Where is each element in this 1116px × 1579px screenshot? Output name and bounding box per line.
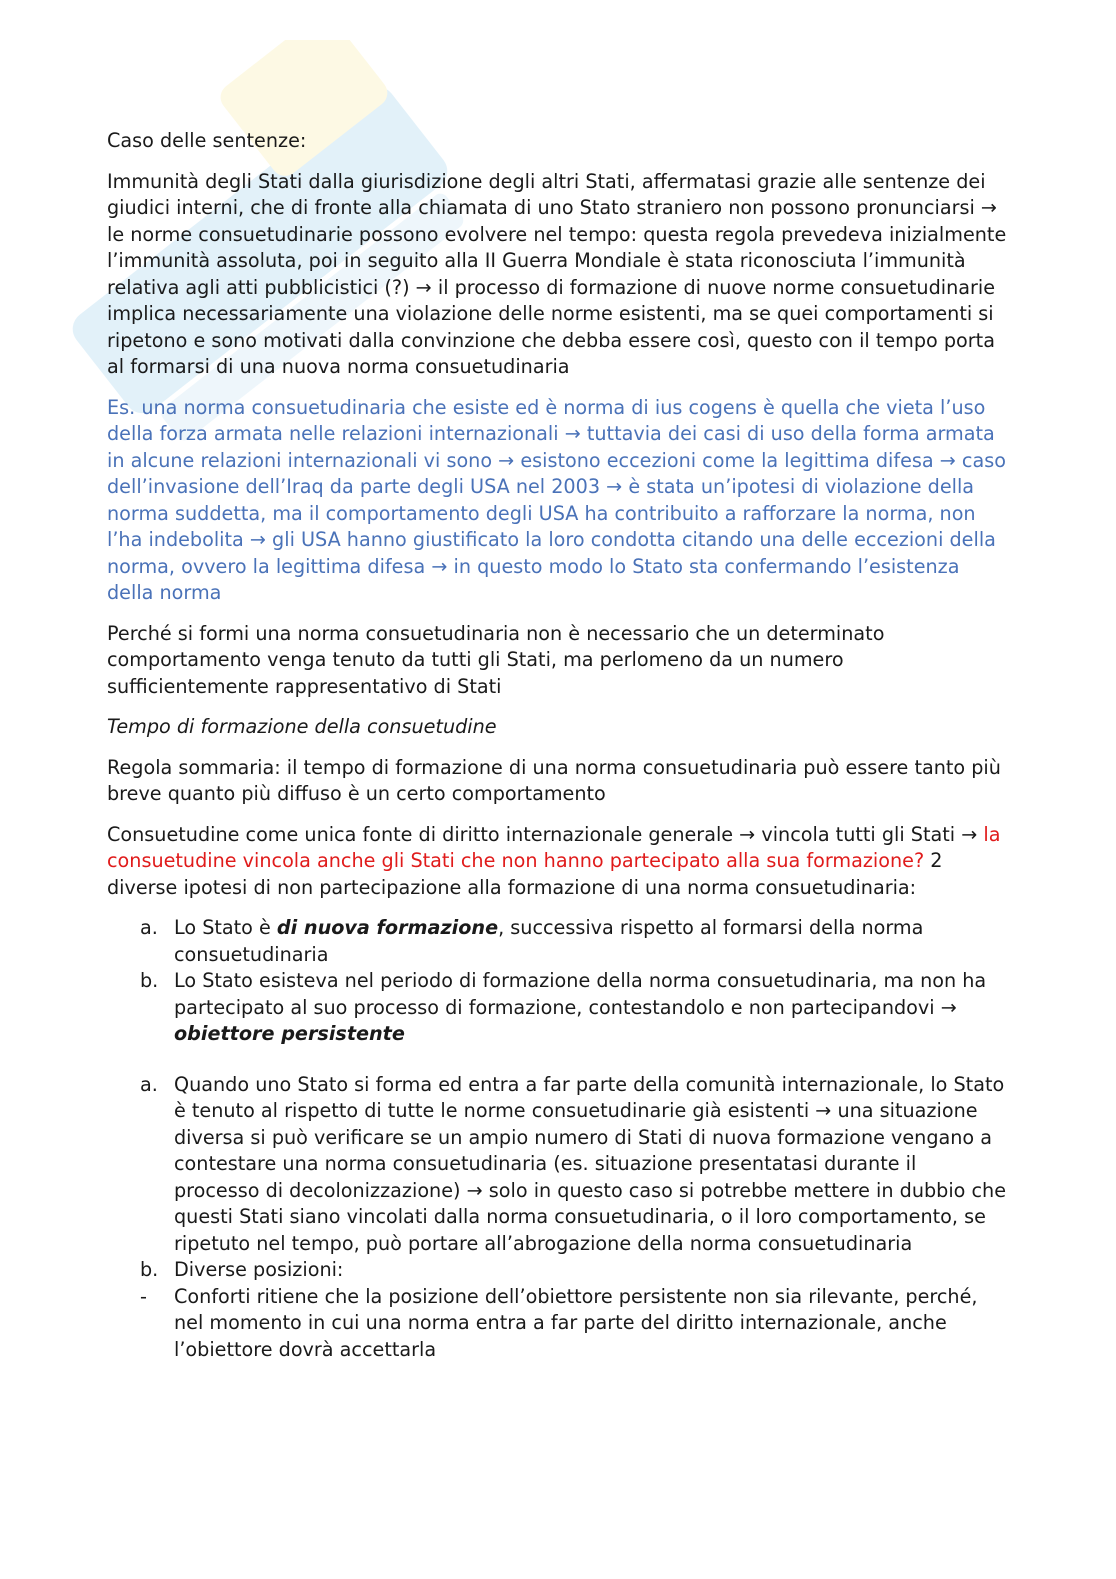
list-item: [107, 1257, 1007, 1284]
document-body: [107, 128, 1007, 1363]
list-item-text: Lo Stato esisteva nel periodo di formazione della norma consuetudinaria, ma non ha partecipato al suo processo di formazione, contestandolo e non partecipandovi →: [174, 969, 987, 1019]
paragraph-representative-states: Perché si formi una norma consuetudinaria non è necessario che un determinato comportamento venga tenuto da tutti gli Stati, ma perlomeno da un numero sufficientemente rappresentativo di Stati: [107, 621, 885, 698]
list-marker-dash: -: [140, 1284, 147, 1308]
spacer: [107, 1048, 1007, 1072]
list-marker: a.: [140, 916, 158, 939]
paragraph-custom-source: [107, 822, 1007, 902]
highlighted-question: la consuetudine vincola anche gli Stati che non hanno partecipato alla sua formazione?: [107, 822, 1001, 872]
paragraph-case-title: Caso delle sentenze:: [107, 129, 307, 152]
paragraph-immunity: Immunità degli Stati dalla giurisdizione degli altri Stati, affermatasi grazie alle sentenze dei giudici interni, che di fronte alla chiamata di uno Stato straniero non possono pronunciarsi → le norme consuetudinarie possono evolvere nel tempo: questa regola prevedeva inizialmente l’immunità assoluta, poi in seguito alla II Guerra Mondiale è stata riconosciuta l’immunità relativa agli atti pubblicistici (?) → il processo di formazione di nuove norme consuetudinarie implica necessariamente una violazione delle norme esistenti, ma se quei comportamenti si ripetono e sono motivati dalla convinzione che debba essere così, questo con il tempo porta al formarsi di una nuova norma consuetudinaria: [107, 169, 1007, 378]
list-item: [107, 1284, 1007, 1364]
list-item-text: Quando uno Stato si forma ed entra a far parte della comunità internazionale, lo Stato è tenuto al rispetto di tutte le norme consuetudinarie già esistenti → una situazione diversa si può verificare se un ampio numero di Stati di nuova formazione vengano a contestare una norma consuetudinaria (es. situazione presentatasi durante il processo di decolonizzazione) → solo in questo caso si potrebbe mettere in dubbio che questi Stati siano vincolati dalla norma consuetudinaria, o il loro comportamento, se ripetuto nel tempo, può portare all’abrogazione della norma consuetudinaria: [174, 1072, 1007, 1255]
paragraph-example-ius-cogens: Es. una norma consuetudinaria che esiste ed è norma di ius cogens è quella che vieta l’uso della forza armata nelle relazioni internazionali → tuttavia dei casi di uso della forma armata in alcune relazioni internazionali vi sono → esistono eccezioni come la legittima difesa → caso dell’invasione dell’Iraq da parte degli USA nel 2003 → è stata un’ipotesi di violazione della norma suddetta, ma il comportamento degli USA ha contribuito a rafforzare la norma, non l’ha indebolita → gli USA hanno giustificato la loro condotta citando una delle eccezioni della norma, ovvero la legittima difesa → in questo modo lo Stato sta confermando l’esistenza della norma: [107, 395, 1006, 604]
list-item: [107, 1072, 1007, 1258]
custom-source-text: Consuetudine come unica fonte di diritto internazionale generale → vincola tutti gli Stati →: [107, 822, 984, 846]
list-item: [107, 968, 1007, 1048]
section-heading-formation-time: Tempo di formazione della consuetudine: [107, 715, 497, 738]
list-item: [107, 915, 1007, 968]
list-marker: a.: [140, 1072, 158, 1096]
list-item-text: Lo Stato è: [174, 916, 277, 939]
list-item-text: Conforti ritiene che la posizione dell’obiettore persistente non sia rilevante, perché, nel momento in cui una norma entra a far parte del diritto internazionale, anche l’obiettore dovrà accettarla: [174, 1284, 978, 1361]
list-item-emphasis: obiettore persistente: [174, 1022, 405, 1045]
hypotheses-list: [107, 915, 1007, 1048]
list-item-emphasis: di nuova formazione: [276, 916, 499, 939]
custom-source-continuation: 2 diverse ipotesi di non partecipazione alla formazione di una norma consuetudinaria:: [107, 849, 943, 899]
explanations-list: [107, 1072, 1007, 1364]
list-marker: b.: [140, 1258, 159, 1281]
paragraph-summary-rule: Regola sommaria: il tempo di formazione di una norma consuetudinaria può essere tanto più breve quanto più diffuso è un certo comportamento: [107, 755, 1001, 805]
list-item-text-end: , successiva rispetto al formarsi della norma consuetudinaria: [174, 916, 924, 966]
list-item-text: Diverse posizioni:: [174, 1258, 344, 1281]
list-marker: b.: [140, 969, 159, 992]
